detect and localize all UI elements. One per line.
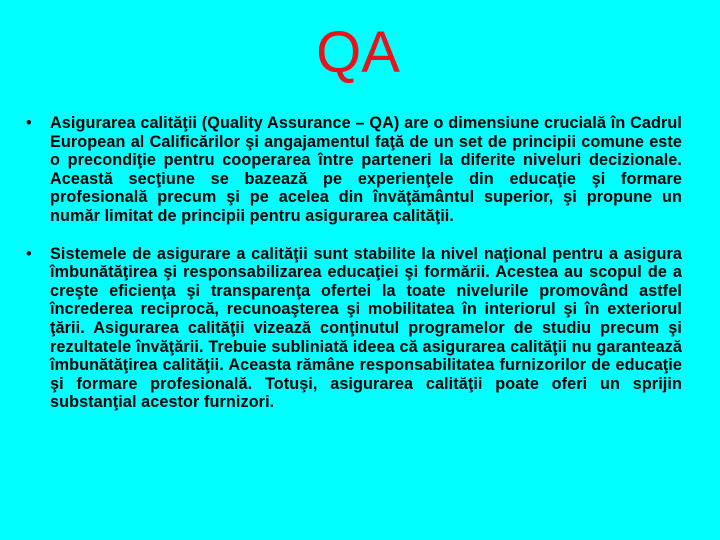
bullet-item-quality-systems: [26, 245, 682, 412]
bullet-marker: •: [26, 244, 32, 263]
bullet-text: Sistemele de asigurare a calităţii sunt stabilite la nivel naţional pentru a asigura îmbunătăţirea şi responsabilizarea educaţiei şi formării. Acestea au scopul de a creşte eficienţa şi transparenţa ofertei la toate nivelurile promovând astfel încrederea reciprocă, recunoaşterea şi mobilitatea în interiorul şi în exteriorul ţării. Asigurarea calităţii vizează conţinutul programelor de studiu precum şi rezultatele învăţării. Trebuie subliniată ideea că asigurarea calităţii nu garantează îmbunătăţirea calităţii. Aceasta rămâne responsabilitatea furnizorilor de educaţie şi formare profesională. Totuşi, asigurarea calităţii poate oferi un sprijin substanţial acestor furnizori.: [50, 244, 682, 412]
bullet-marker: •: [26, 114, 32, 132]
bullet-list: [26, 114, 682, 412]
bullet-text: Asigurarea calităţii (Quality Assurance – QA) are o dimensiune crucială în Cadrul European al Calificărilor şi angajamentul faţă de un set de principii comune este o precondiţie pentru cooperarea între parteneri la diferite niveluri decizionale. Această secţiune se bazează pe experienţele din educaţie şi formare profesională precum şi pe acelea din învăţământul superior, şi propune un număr limitat de principii pentru asigurarea calităţii.: [50, 114, 682, 225]
slide-title: QA: [316, 20, 400, 85]
bullet-item-quality-assurance: [26, 114, 682, 226]
